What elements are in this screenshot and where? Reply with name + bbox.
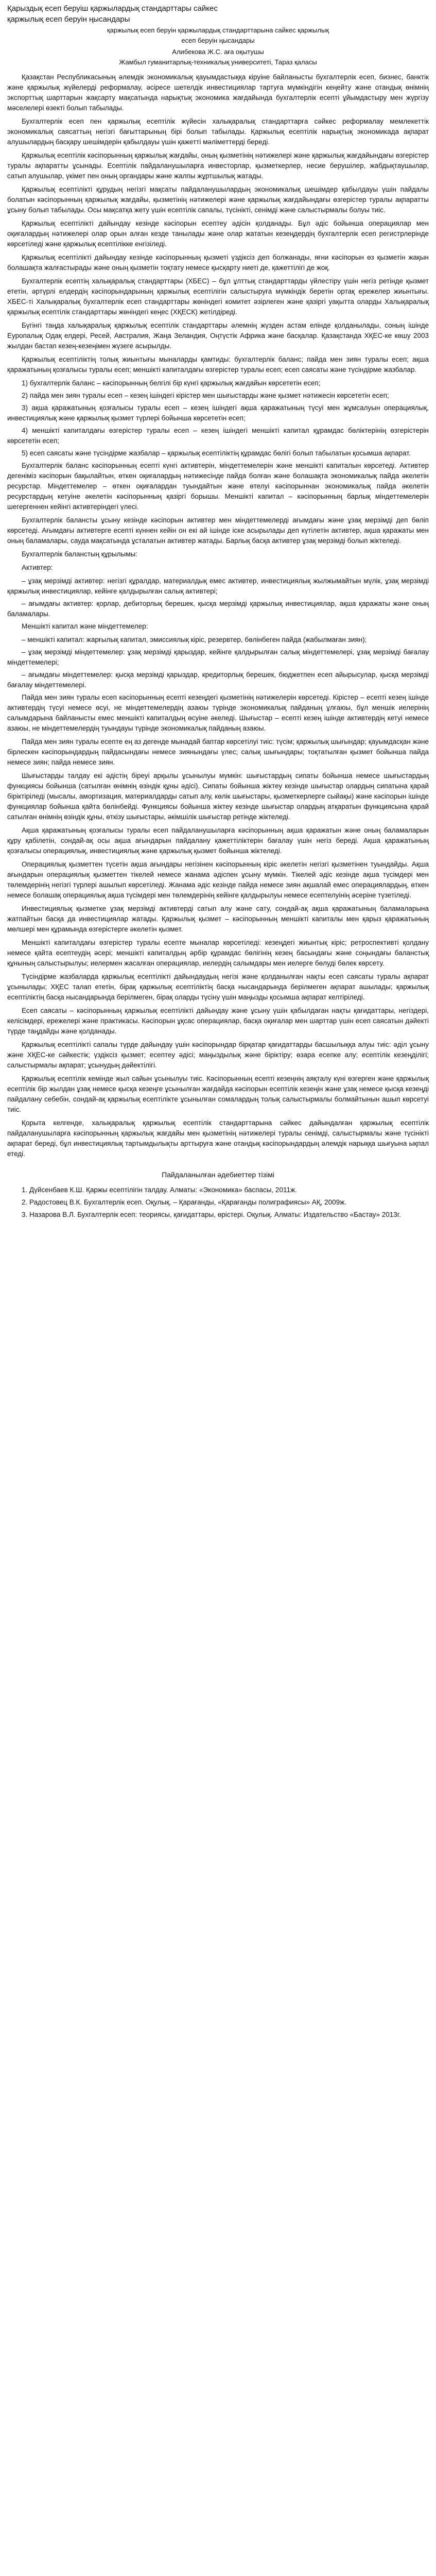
body-paragraph: Қаржылық есептілікті сапалы түрде дайындау үшін кәсіпорындар бірқатар қағидаттарды басшылыққа алуы тиіс: әділ ұсыну және ХҚЕС-ке сәйкестік; үздіксіз қызмет; есептеу әдісі; маңыздылық және біріктіру; өзара есепке алу; есептілік кезеңділігі; салыстырмалы ақпарат; ұсынудың дәйектілігі.: [7, 1041, 429, 1069]
body-paragraph: Қаржылық есептіліктің толық жиынтығы мыналарды қамтиды: бухгалтерлік баланс; пайда мен зиян туралы есеп; ақша қаражатының қозғалысы туралы есеп; меншікті капиталдағы өзгерістер туралы есеп; есеп саясаты және түсіндірме жазбалар.: [7, 355, 429, 374]
body-paragraph: Меншікті капиталдағы өзгерістер туралы есепте мыналар көрсетіледі: кезеңдегі жиынтық кіріс; ретроспективті қолдану немесе қайта есептеудің әсері; меншікті капиталдың әрбір құрамдас бөлігінің кезең басындағы және соңындағы баланстық құнының салыстырылуы; иелермен жасалған операциялар, иелердің салымдары мен иелерге бөлуді бөлек көрсету.: [7, 939, 429, 967]
references-title: Пайдаланылған әдебиеттер тізімі: [162, 1171, 274, 1179]
body-paragraph: Пайда мен зиян туралы есеп кәсіпорынның есепті кезеңдегі қызметінің нәтижелерін көрсетеді. Кірістер – есепті кезең ішінде активтердің түсуі немесе өсуі, не міндеттемелердің азаюы түрінде экономикалық пайданың ұлғаюы, бұл меншік иелерінің салымдарына байланысты емес меншікті капиталдың өсуіне әкеледі. Шығыстар – есепті кезең ішінде активтердің кетуі немесе азаюы, не міндеттемелердің туындауы түрінде экономикалық пайданың азаюы.: [7, 693, 429, 732]
body-paragraph: Бухгалтерлік есеп пен қаржылық есептілік жүйесін халықаралық стандарттарға сәйкес реформалау мемлекеттік экономикалық саясаттың негізгі бағыттарының бірі болып табылады. Қаржылық есептілік нарықтық экономикада ақпарат алушылардың басқару шешімдерін қабылдауы үшін қажетті мәліметтерді береді.: [7, 117, 429, 146]
reference-item: 2. Радостовец В.К. Бухгалтерлік есеп. Оқулық. – Қарағанды, «Қарағанды полиграфиясы» АҚ, 2009ж.: [22, 1198, 346, 1206]
body-paragraph: Қорыта келгенде, халықаралық қаржылық есептілік стандарттарына сәйкес дайындалған қаржылық есептілік пайдаланушыларға кәсіпорынның қаржылық жағдайы мен қызметінің нәтижелері туралы сенімді, салыстырмалы және түсінікті ақпарат береді, бұл инвестициялық тартымдылықты арттыруға және отандық кәсіпорындардың әлемдік нарыққа шығуына ықпал етеді.: [7, 1119, 429, 1158]
body-paragraph: 1) бухгалтерлік баланс – кәсіпорынның белгілі бір күнгі қаржылық жағдайын көрсететін есеп;: [22, 379, 321, 387]
reference-item: 1. Дүйсенбаев К.Ш. Қаржы есептілігін талдау. Алматы: «Экономика» баспасы, 2011ж.: [22, 1186, 297, 1194]
body-paragraph: Қаржылық есептілікті құрудың негізгі мақсаты пайдаланушылардың экономикалық шешімдер қабылдауы үшін пайдалы болатын кәсіпорынның қаржылық жағдайы, қызметінің нәтижелері және қаржылық жағдайындағы өзгерістер туралы ақпаратты ұсыну болып табылады. Осы мақсатқа жету үшін есептілік сапалы, түсінікті, сенімді және салыстырмалы болуы тиіс.: [7, 185, 429, 214]
body-paragraph: Есеп саясаты – кәсіпорынның қаржылық есептілікті дайындау және ұсыну үшін қабылдаған нақты қағидаттары, негіздері, келісімдері, ережелері және практикасы. Кәсіпорын ұқсас операциялар, басқа оқиғалар мен шарттар үшін есеп саясатын дәйекті түрде таңдайды және қолданады.: [7, 1007, 429, 1035]
body-paragraph: 4) меншікті капиталдағы өзгерістер туралы есеп – кезең ішіндегі меншікті капитал құрамдас бөліктерінің өзгерістерін көрсететін есеп;: [7, 427, 429, 445]
body-paragraph: Шығыстарды талдау екі әдістің біреуі арқылы ұсынылуы мүмкін: шығыстардың сипаты бойынша немесе шығыстардың функциясы бойынша (сатылған өнімнің өзіндік құны әдісі). Сипаты бойынша жіктеу кезінде шығыстар олардың сипатына қарай біріктіріледі (мысалы, амортизация, материалдарды сатып алу, көлік шығыстары, қызметкерлерге сыйақы) және кәсіпорын ішінде функциялар бойынша қайта бөлінбейді. Функциясы бойынша жіктеу кезінде шығыстар олардың атқаратын функциясына қарай сатылған өнімнің өзіндік құны, өткізу шығыстары, әкімшілік шығыстар ретінде жіктеледі.: [7, 772, 429, 821]
body-paragraph: Инвестициялық қызметке ұзақ мерзімді активтерді сатып алу және сату, сондай-ақ ақша қаражатының баламаларына жатпайтын басқа да инвестициялар жатады. Қаржылық қызмет – кәсіпорынның меншікті капиталы мен қарыз қаражатының мөлшері мен құрамында өзгерістерге әкелетін қызмет.: [7, 905, 429, 933]
document-subtitle-line-1: қаржылық есеп беруін қаржылардық стандарттарына сайкес қаржылық: [107, 26, 329, 34]
body-paragraph: 5) есеп саясаты және түсіндірме жазбалар – қаржылық есептіліктің құрамдас бөлігі болып табылатын қосымша ақпарат.: [22, 449, 411, 457]
title-block: [7, 3, 429, 67]
body-paragraph: – ағымдағы міндеттемелер: қысқа мерзімді қарыздар, кредиторлық берешек, бюджетпен есеп айырысулар, қысқа мерзімді бағалау міндеттемелері.: [7, 671, 429, 689]
body-paragraph: Түсіндірме жазбаларда қаржылық есептілікті дайындаудың негізі және қолданылған нақты есеп саясаты туралы ақпарат ұсынылады; ХҚЕС талап ететін, бірақ қаржылық есептіліктің басқа нысандарында берілмеген ақпарат ашылады; қаржылық есептіліктің басқа нысандарында берілмеген, бірақ оларды түсіну үшін маңызды қосымша ақпарат келтіріледі.: [7, 973, 429, 1001]
body-paragraph: 2) пайда мен зиян туралы есеп – кезең ішіндегі кірістер мен шығыстарды және қызмет нәтижесін көрсететін есеп;: [22, 392, 389, 399]
document-body: [7, 72, 429, 1159]
body-paragraph: – ұзақ мерзімді активтер: негізгі құралдар, материалдық емес активтер, инвестициялық жылжымайтын мүлік, ұзақ мерзімді қаржылық инвестициялар, кейінге қалдырылған салық активтері;: [7, 577, 429, 595]
document-subtitle-line-2: есеп беруін ңысандары: [181, 37, 255, 44]
body-paragraph: Операциялық қызметтен түсетін ақша ағындары негізінен кәсіпорынның кіріс әкелетін негізгі қызметінен туындайды. Ақша ағындарын операциялық қызметтен тікелей немесе жанама әдіспен ұсыну мүмкін. Тікелей әдіс кезінде ақша түсімдері мен төлемдерінің негізгі түрлері ашылып көрсетіледі. Жанама әдіс кезінде пайда немесе зиян ақшалай емес операциялардың, өткен немесе болашақ операциялық ақша түсімдері мен төлемдерінің кейінге қалдырылуы немесе есептелуінің әсеріне түзетіледі.: [7, 860, 429, 899]
body-paragraph: 3) ақша қаражатының қозғалысы туралы есеп – кезең ішіндегі ақша қаражатының түсуі мен жұмсалуын операциялық, инвестициялық және қаржылық қызмет түрлері бойынша көрсететін есеп;: [7, 404, 429, 422]
body-paragraph: Ақша қаражатының қозғалысы туралы есеп пайдаланушыларға кәсіпорынның ақша қаражатын және оның баламаларын құру қабілетін, сондай-ақ осы ақша ағындарын пайдалану қажеттіліктерін бағалау үшін негіз береді. Ақша қаражатының қозғалысы операциялық, инвестициялық және қаржылық қызмет бойынша жіктеледі.: [7, 826, 429, 855]
body-paragraph: Қаржылық есептілік кемінде жыл сайын ұсынылуы тиіс. Кәсіпорынның есепті кезеңнің аяқталу күні өзгерген және қаржылық есептілік бір жылдан ұзақ немесе қысқа кезеңге ұсынылған жағдайда кәсіпорын есептілік кезеңін және ұзақ немесе қысқа кезеңді пайдалану себебін, сондай-ақ қаржылық есептілікте ұсынылған сомалардың толық салыстырмалы болмайтынын ашып көрсетуі тиіс.: [7, 1075, 429, 1113]
document-page: [0, 0, 436, 1234]
body-paragraph: Қаржылық есептілікті дайындау кезінде кәсіпорынның қызметі үздіксіз деп болжанады, яғни кәсіпорын өз қызметін жақын болашақта жалғастырады және оның қызметін тоқтату немесе қысқарту ниеті де, қажеттілігі де жоқ.: [7, 253, 429, 272]
body-paragraph: – ұзақ мерзімді міндеттемелер: ұзақ мерзімді қарыздар, кейінге қалдырылған салық міндеттемелері, ұзақ мерзімді бағалау міндеттемелері;: [7, 648, 429, 666]
body-paragraph: Бухгалтерлік балансты ұсыну кезінде кәсіпорын активтер мен міндеттемелерді ағымдағы және ұзақ мерзімді деп бөліп көрсетеді. Ағымдағы активтерге есепті күннен кейін он екі ай ішінде іске асырылады деп күтілетін активтер, ақша қаражаты мен оның баламалары, сауда мақсатында ұсталатын активтер жатады. Барлық басқа активтер ұзақ мерзімді болып жіктеледі.: [7, 516, 429, 545]
body-paragraph: Меншікті капитал және міндеттемелер:: [22, 622, 148, 630]
affiliation-line: Жамбыл гуманитарлық-техникалық университеті, Тараз қаласы: [119, 58, 317, 66]
references-list: [7, 1185, 429, 1220]
body-paragraph: – меншікті капитал: жарғылық капитал, эмиссиялық кіріс, резервтер, бөлінбеген пайда (жабылмаған зиян);: [22, 636, 367, 643]
author-line: Алибекова Ж.С. аға оқытушы: [172, 48, 264, 56]
body-paragraph: Пайда мен зиян туралы есепте ең аз дегенде мынадай баптар көрсетілуі тиіс: түсім; қаржылық шығындар; қауымдасқан және бірлескен кәсіпорындардың пайдасындағы немесе зиянындағы үлес; салық шығындары; тоқтатылған қызмет бойынша пайда немесе зиян; пайда немесе зиян.: [7, 738, 429, 766]
document-title-line-1: Қарыздық есеп беруіш қаржылардық стандарттары сайкес: [7, 4, 218, 13]
body-paragraph: Бүгінгі таңда халықаралық қаржылық есептілік стандарттары әлемнің жүзден астам елінде қолданылады, соның ішінде Еуропалық Одақ елдері, Ресей, Австралия, Жаңа Зеландия, Оңтүстік Африка және басқалар. Қазақстанда ХҚЕС-ке көшу 2003 жылдан бастап кезең-кезеңімен жүзеге асырылды.: [7, 321, 429, 350]
body-paragraph: Қаржылық есептілік кәсіпорынның қаржылық жағдайы, оның қызметінің нәтижелері және қаржылық жағдайындағы өзгерістер туралы ақпаратты ұсынады. Есептілік пайдаланушыларға инвесторлар, қызметкерлер, несие берушілер, жабдықтаушылар, сатып алушылар, үкімет пен оның органдары және жалпы жұртшылық жатады.: [7, 151, 429, 180]
body-paragraph: Бухгалтерлік баланстың құрылымы:: [22, 550, 137, 558]
body-paragraph: Бухгалтерлік баланс кәсіпорынның есепті күнгі активтерін, міндеттемелерін және меншікті капиталын көрсетеді. Активтер дегеніміз кәсіпорын бақылайтын, өткен оқиғалардың нәтижесінде пайда болған және болашақта экономикалық пайда әкелетін ресурстар. Міндеттемелер – өткен оқиғалардан туындайтын және өтелуі кәсіпорыннан экономикалық пайда әкелетін ресурстардың кетуіне әкелетін кәсіпорынның қазіргі борышы. Меншікті капитал – кәсіпорынның барлық міндеттемелерін шегергеннен кейінгі активтеріндегі үлесі.: [7, 462, 429, 511]
document-title-line-2: қаржылық есеп беруін ңысандары: [7, 15, 130, 24]
body-paragraph: Бухгалтерлік есептің халықаралық стандарттары (ХБЕС) – бұл ұлттық стандарттарды үйлестіру үшін негіз ретінде қызмет ететін, әртүрлі елдердің кәсіпорындарының қаржылық есептілігін салыстыруға мүмкіндік беретін ортақ ережелер жиынтығы. ХБЕС-ті Халықаралық бухгалтерлік есеп стандарттары жөніндегі комитет әзірлеген және қазіргі уақытта оларды Халықаралық қаржылық есептілік стандарттары жөніндегі кеңес (ХҚЕСК) жетілдіреді.: [7, 277, 429, 316]
body-paragraph: Қаржылық есептілікті дайындау кезінде кәсіпорын есептеу әдісін қолданады. Бұл әдіс бойынша операциялар мен оқиғалардың нәтижелері олар орын алған кезде танылады және олар жататын кезеңдердің бухгалтерлік есеп регистрлерінде көрсетіледі және қаржылық есептілікке енгізіледі.: [7, 219, 429, 248]
body-paragraph: Активтер:: [22, 564, 53, 571]
body-paragraph: Қазақстан Республикасының әлемдік экономикалық қауымдастыққа кіруіне байланысты бухгалтерлік есеп, бизнес, банктік және қаржылық жүйелерді реформалау, әсіресе шетелдік инвестициялар тартуға мүмкіндігін кеңейту және отандық өнімнің экспорттық шарттарын жақсарту мақсатында нарықтық экономика жағдайында бухгалтерлік есепті ұйымдастыру мен жүргізу мәселелері өзекті болып табылады.: [7, 73, 429, 112]
body-paragraph: – ағымдағы активтер: қорлар, дебиторлық берешек, қысқа мерзімді қаржылық инвестициялар, ақша қаражаты және оның баламалары.: [7, 600, 429, 618]
reference-item: 3. Назарова В.Л. Бухгалтерлік есеп: теориясы, қағидаттары, өрістерi. Оқулық. Алматы: Издательство «Бастау» 2013г.: [22, 1211, 401, 1218]
